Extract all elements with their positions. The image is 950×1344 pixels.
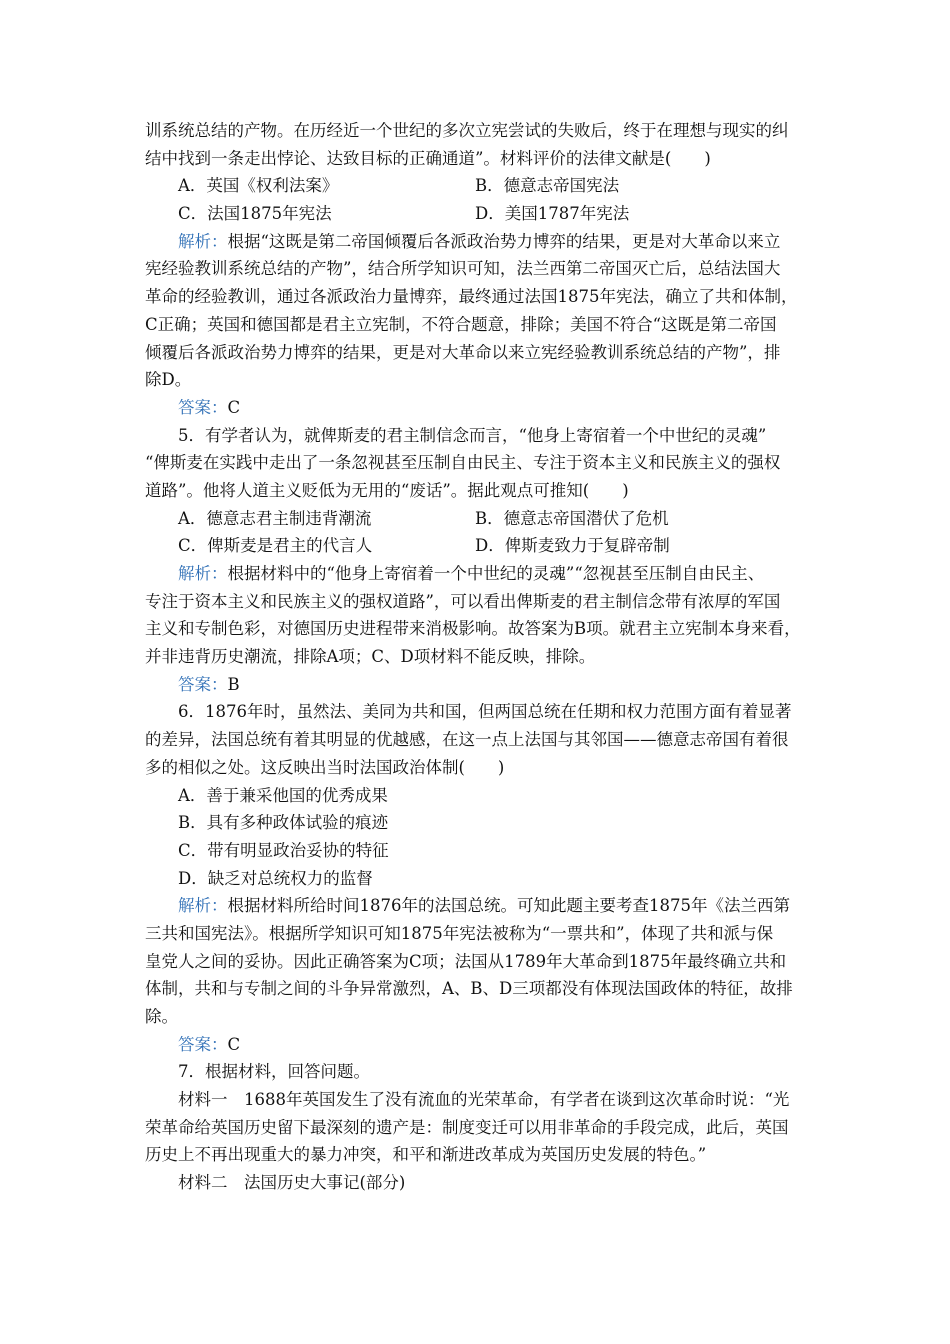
- q5-option-a: A．德意志君主制违背潮流: [178, 508, 372, 528]
- q6-analysis-text: 根据材料所给时间1876年的法国总统。可知此题主要考查1875年《法兰西第: [227, 896, 790, 916]
- q4-options-row: [145, 200, 817, 228]
- page-content: [145, 117, 817, 1197]
- q7-stem: 7．根据材料，回答问题。: [178, 1062, 370, 1082]
- q5-analysis-line: 并非违背历史潮流，排除A项；C、D项材料不能反映，排除。: [145, 647, 596, 667]
- q6-analysis-line: 皇党人之间的妥协。因此正确答案为C项；法国从1789年大革命到1875年最终确立共和: [145, 951, 787, 971]
- q7-material1-line: 材料一 1688年英国发生了没有流血的光荣革命，有学者在谈到这次革命时说：“光: [178, 1090, 790, 1110]
- q5-stem-line: 5．有学者认为，就俾斯麦的君主制信念而言，“他身上寄宿着一个中世纪的灵魂”: [178, 425, 767, 445]
- q4-answer-value: C: [227, 397, 241, 417]
- q5-answer: [145, 671, 817, 699]
- q5-answer-value: B: [227, 674, 240, 694]
- q5-option-d: D．俾斯麦致力于复辟帝制: [475, 536, 670, 556]
- q4-stem-line: 结中找到一条走出悖论、达致目标的正确通道”。材料评价的法律文献是( ): [145, 148, 711, 168]
- q4-analysis-line: 宪经验教训系统总结的产物”，结合所学知识可知，法兰西第二帝国灭亡后，总结法国大: [145, 259, 781, 279]
- q4-analysis-label: 解析：: [178, 231, 228, 251]
- q4-option-c: C．法国1875年宪法: [178, 204, 332, 224]
- q5-answer-label: 答案：: [178, 674, 228, 694]
- q4-analysis-text: 根据“这既是第二帝国倾覆后各派政治势力博弈的结果，更是对大革命以来立: [227, 231, 781, 251]
- q6-option-b: B．具有多种政体试验的痕迹: [178, 813, 389, 833]
- q7-material1-line: 荣革命给英国历史留下最深刻的遗产是：制度变迁可以用非革命的手段完成，此后，英国: [145, 1117, 789, 1137]
- q4-analysis-line: 革命的经验教训，通过各派政治力量博弈，最终通过法国1875年宪法，确立了共和体制，: [145, 287, 798, 307]
- q6-analysis-line: 体制，共和与专制之间的斗争异常激烈，A、B、D三项都没有体现法国政体的特征，故排: [145, 979, 793, 999]
- q6-stem-line: 多的相似之处。这反映出当时法国政治体制( ): [145, 757, 505, 777]
- q7-material1-line: 历史上不再出现重大的暴力冲突，和平和渐进改革成为英国历史发展的特色。”: [145, 1145, 707, 1165]
- q4-analysis-line: [145, 228, 817, 256]
- q4-options-row: [145, 172, 817, 200]
- q6-answer: [145, 1031, 817, 1059]
- q6-analysis-label: 解析：: [178, 896, 228, 916]
- q6-option-c: C．带有明显政治妥协的特征: [178, 840, 389, 860]
- q6-answer-label: 答案：: [178, 1034, 228, 1054]
- q5-option-b: B．德意志帝国潜伏了危机: [475, 508, 669, 528]
- q5-options-row: [145, 532, 817, 560]
- q5-options-row: [145, 505, 817, 533]
- q6-analysis-line: [145, 892, 817, 920]
- q7-material2: 材料二 法国历史大事记(部分): [178, 1173, 406, 1193]
- q4-option-d: D．美国1787年宪法: [475, 204, 630, 224]
- q4-answer-label: 答案：: [178, 397, 228, 417]
- q6-option-d: D．缺乏对总统权力的监督: [178, 868, 373, 888]
- q4-analysis-line: 倾覆后各派政治势力博弈的结果，更是对大革命以来立宪经验教训系统总结的产物”，排: [145, 342, 781, 362]
- q4-analysis-line: 除D。: [145, 370, 192, 390]
- q5-analysis-line: 主义和专制色彩，对德国历史进程带来消极影响。故答案为B项。就君主立宪制本身来看，: [145, 619, 801, 639]
- q4-stem-line: 训系统总结的产物。在历经近一个世纪的多次立宪尝试的失败后，终于在理想与现实的纠: [145, 121, 789, 140]
- q5-analysis-line: [145, 560, 817, 588]
- q5-option-c: C．俾斯麦是君主的代言人: [178, 536, 373, 556]
- q6-analysis-line: 除。: [145, 1007, 178, 1026]
- q4-answer: [145, 394, 817, 422]
- q4-analysis-line: C正确；英国和德国都是君主立宪制，不符合题意，排除；美国不符合“这既是第二帝国: [145, 314, 777, 334]
- q6-option-a: A．善于兼采他国的优秀成果: [178, 785, 388, 805]
- q5-analysis-text: 根据材料中的“他身上寄宿着一个中世纪的灵魂”“忽视甚至压制自由民主、: [227, 564, 765, 583]
- q5-stem-line: 道路”。他将人道主义贬低为无用的“废话”。据此观点可推知( ): [145, 480, 629, 500]
- q5-stem-line: “俾斯麦在实践中走出了一条忽视甚至压制自由民主、专注于资本主义和民族主义的强权: [145, 453, 781, 473]
- q6-stem-line: 6．1876年时，虽然法、美同为共和国，但两国总统在任期和权力范围方面有着显著: [178, 702, 792, 722]
- q5-analysis-line: 专注于资本主义和民族主义的强权道路”，可以看出俾斯麦的君主制信念带有浓厚的军国: [145, 591, 781, 611]
- q6-analysis-line: 三共和国宪法》。根据所学知识可知1875年宪法被称为“一票共和”，体现了共和派与保: [145, 923, 774, 943]
- q4-option-a: A．英国《权利法案》: [178, 176, 339, 196]
- q4-option-b: B．德意志帝国宪法: [475, 176, 620, 196]
- q6-stem-line: 的差异，法国总统有着其明显的优越感，在这一点上法国与其邻国——德意志帝国有着很: [145, 730, 789, 750]
- q5-analysis-label: 解析：: [178, 564, 228, 583]
- q6-answer-value: C: [227, 1034, 241, 1054]
